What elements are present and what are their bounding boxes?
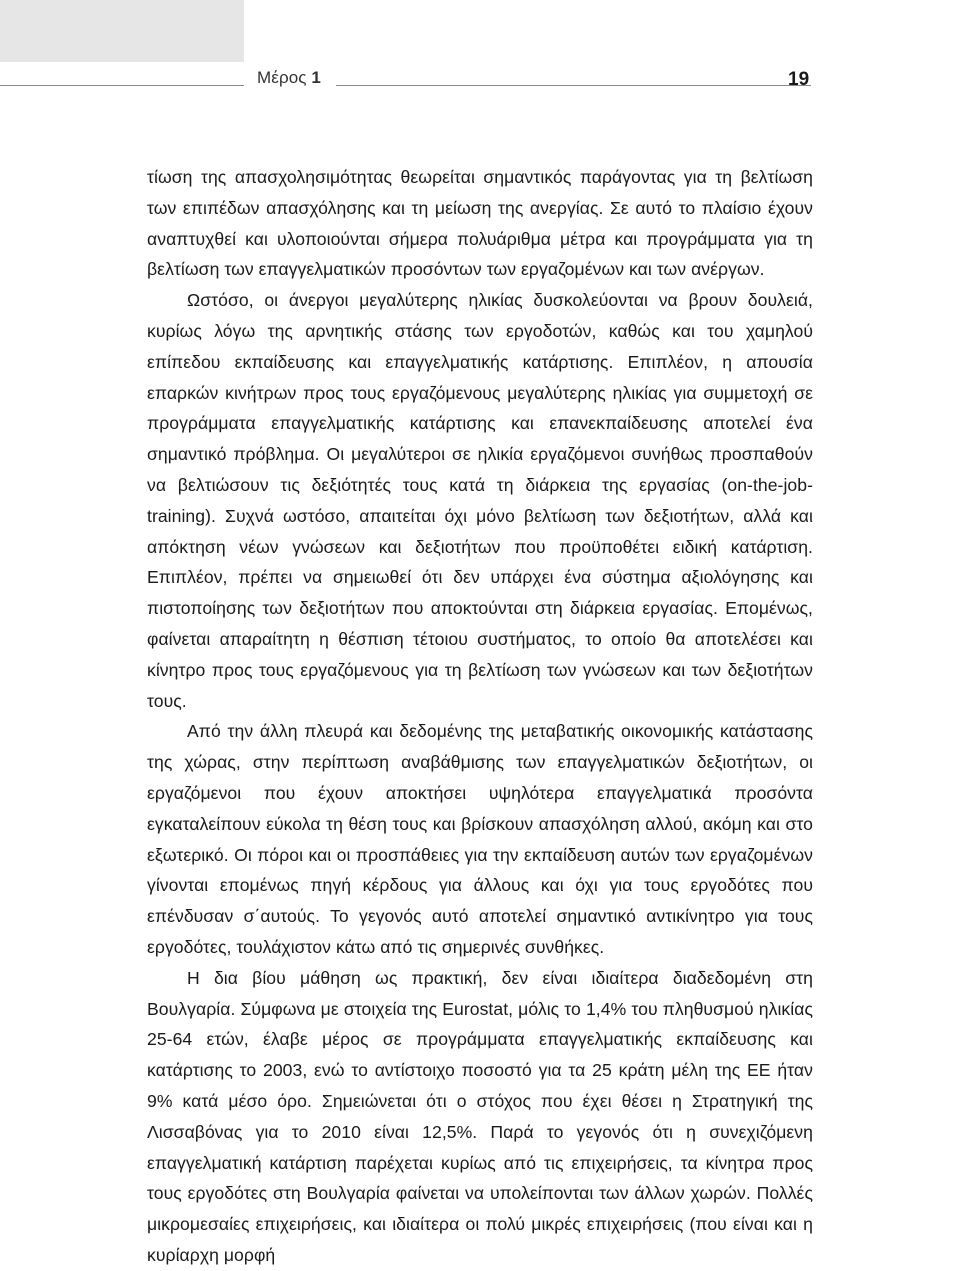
page-number: 19 <box>788 69 810 90</box>
header-rule-right <box>336 85 811 86</box>
header-rule-left <box>0 85 244 86</box>
body-text <box>147 162 813 1271</box>
paragraph-4: Η δια βίου μάθηση ως πρακτική, δεν είναι ιδιαίτερα διαδεδομένη στη Βουλγαρία. Σύμφωνα με στοιχεία της Eurostat, μόλις το 1,4% του πληθυσμού ηλικίας 25-64 ετών, έλαβε μέρος σε προγράμματα επαγγελματικής εκπαίδευσης και κατάρτισης το 2003, ενώ το αντίστοιχο ποσοστό για τα 25 κράτη μέλη της ΕΕ ήταν 9% κατά μέσο όρο. Σημειώνεται ότι ο στόχος που έχει θέσει η Στρατηγική της Λισσαβόνας για το 2010 είναι 12,5%. Παρά το γεγονός ότι η συνεχιζόμενη επαγγελματική κατάρτιση παρέχεται κυρίως από τις επιχειρήσεις, τα κίνητρα προς τους εργοδότες στη Βουλγαρία φαίνεται να υπολείπονται των άλλων χωρών. Πολλές μικρομεσαίες επιχειρήσεις, και ιδιαίτερα οι πολύ μικρές επιχειρήσεις (που είναι και η κυρίαρχη μορφή <box>147 967 813 1265</box>
paragraph-3: Από την άλλη πλευρά και δεδομένης της μεταβατικής οικονομικής κατάστασης της χώρας, στην περίπτωση αναβάθμισης των επαγγελματικών δεξιοτήτων, οι εργαζόμενοι που έχουν αποκτήσει υψηλότερα επαγγελματικά προσόντα εγκαταλείπουν εύκολα τη θέση τους και βρίσκουν απασχόληση αλλού, ακόμη και στο εξωτερικό. Οι πόροι και οι προσπάθειες για την εκπαίδευση αυτών των εργαζομένων γίνονται επομένως πηγή κέρδους για άλλους και όχι για τους εργοδότες που επένδυσαν σ΄αυτούς. Το γεγονός αυτό αποτελεί σημαντικό αντικίνητρο για τους εργοδότες, τουλάχιστον κάτω από τις σημερινές συνθήκες. <box>147 721 813 957</box>
part-label-text: Μέρος <box>257 68 307 87</box>
part-label <box>257 68 321 88</box>
running-header <box>0 64 960 104</box>
part-number: 1 <box>311 68 321 87</box>
paragraph-2: Ωστόσο, οι άνεργοι μεγαλύτερης ηλικίας δυσκολεύονται να βρουν δουλειά, κυρίως λόγω της αρνητικής στάσης των εργοδοτών, καθώς και του χαμηλού επίπεδου εκπαίδευσης και επαγγελματικής κατάρτισης. Επιπλέον, η απουσία επαρκών κινήτρων προς τους εργαζόμενους μεγαλύτερης ηλικίας για συμμετοχή σε προγράμματα επαγγελματικής κατάρτισης και επανεκπαίδευσης αποτελεί ένα σημαντικό πρόβλημα. Οι μεγαλύτεροι σε ηλικία εργαζόμενοι συνήθως προσπαθούν να βελτιώσουν τις δεξιότητές τους κατά τη διάρκεια της εργασίας (on-the-job-training). Συχνά ωστόσο, απαιτείται όχι μόνο βελτίωση των δεξιοτήτων, αλλά και απόκτηση νέων γνώσεων και δεξιοτήτων που προϋποθέτει ειδική κατάρτιση. Επιπλέον, πρέπει να σημειωθεί ότι δεν υπάρχει ένα σύστημα αξιολόγησης και πιστοποίησης των δεξιοτήτων που αποκτούνται στη διάρκεια εργασίας. Επομένως, φαίνεται απαραίτητη η θέσπιση τέτοιου συστήματος, το οποίο θα αποτελέσει και κίνητρο προς τους εργαζόμενους για τη βελτίωση των γνώσεων και των δεξιοτήτων τους. <box>147 290 813 711</box>
corner-tab <box>0 0 244 62</box>
paragraph-1: τίωση της απασχολησιμότητας θεωρείται σημαντικός παράγοντας για τη βελτίωση των επιπέδων απασχόλησης και τη μείωση της ανεργίας. Σε αυτό το πλαίσιο έχουν αναπτυχθεί και υλοποιούνται σήμερα πολυάριθμα μέτρα και προγράμματα για τη βελτίωση των επαγγελματικών προσόντων των εργαζομένων και των ανέργων. <box>147 167 813 280</box>
